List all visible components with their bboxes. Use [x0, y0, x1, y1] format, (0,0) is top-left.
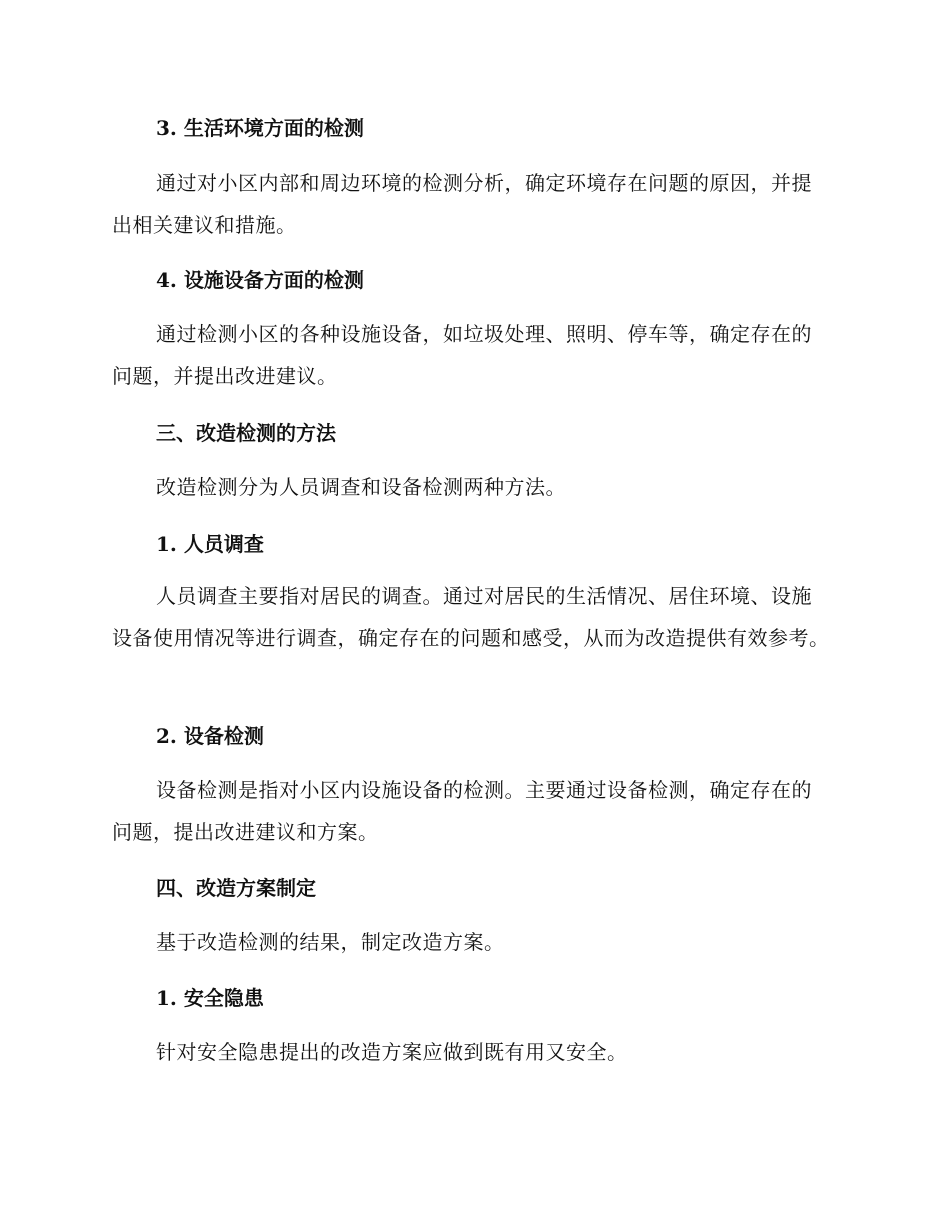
- paragraph-facilities: 通过检测小区的各种设施设备，如垃圾处理、照明、停车等，确定存在的问题，并提出改进建议。: [112, 322, 812, 388]
- section-heading-personnel-survey: 1. 人员调查: [156, 532, 264, 556]
- section-heading-equipment-testing: 2. 设备检测: [156, 724, 264, 748]
- section-heading-living-environment: 3. 生活环境方面的检测: [156, 116, 364, 140]
- paragraph-equipment-testing: 设备检测是指对小区内设施设备的检测。主要通过设备检测，确定存在的问题，提出改进建议和方案。: [112, 778, 812, 844]
- paragraph-safety-hazards: 针对安全隐患提出的改造方案应做到既有用又安全。: [156, 1040, 628, 1064]
- paragraph-personnel-survey: 人员调查主要指对居民的调查。通过对居民的生活情况、居住环境、设施设备使用情况等进行调查，确定存在的问题和感受，从而为改造提供有效参考。: [112, 584, 830, 650]
- paragraph-plan: 基于改造检测的结果，制定改造方案。: [156, 930, 505, 954]
- paragraph-methods: 改造检测分为人员调查和设备检测两种方法。: [156, 475, 566, 499]
- section-heading-facilities: 4. 设施设备方面的检测: [156, 268, 364, 292]
- section-heading-safety-hazards: 1. 安全隐患: [156, 986, 264, 1010]
- paragraph-living-environment: 通过对小区内部和周边环境的检测分析，确定环境存在问题的原因，并提出相关建议和措施。: [112, 171, 812, 237]
- section-heading-methods: 三、改造检测的方法: [156, 421, 336, 445]
- section-heading-plan: 四、改造方案制定: [156, 876, 316, 900]
